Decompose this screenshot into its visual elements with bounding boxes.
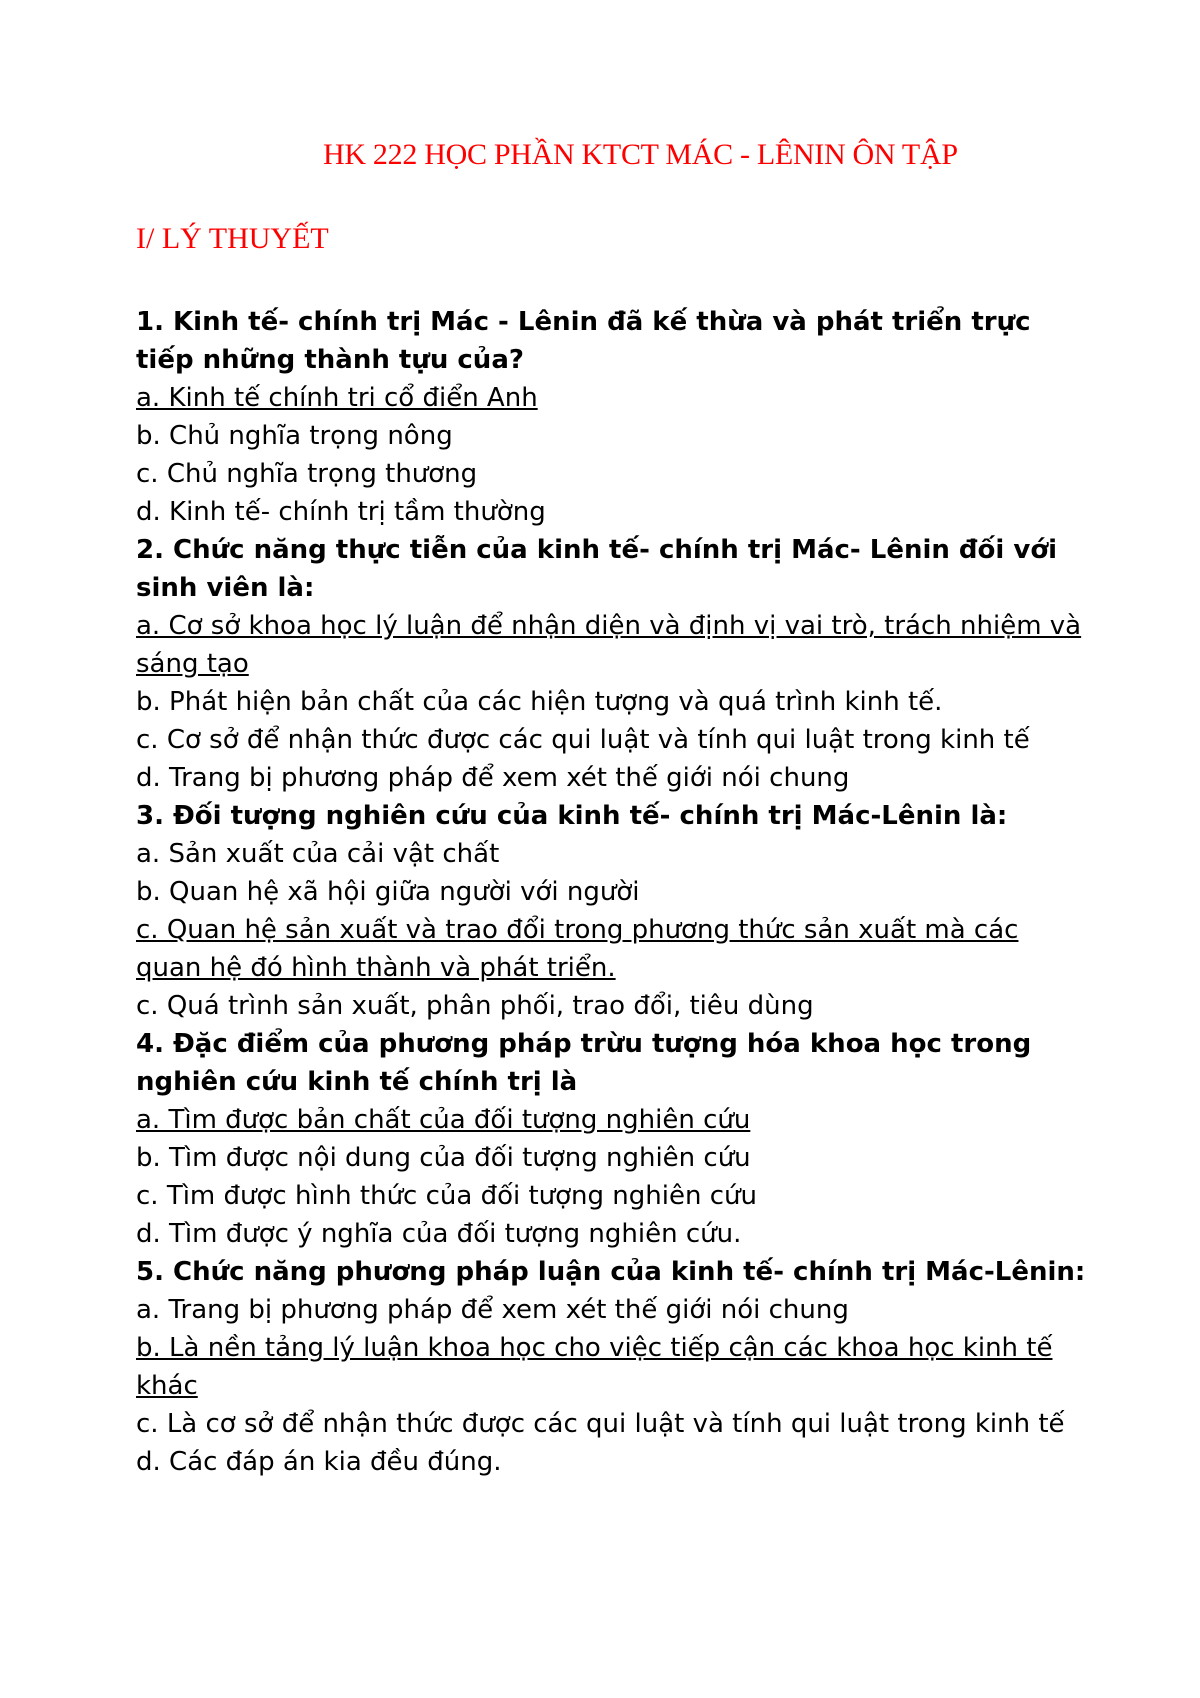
option-3b: b. Quan hệ xã hội giữa người với người [136,877,640,907]
option-1d: d. Kinh tế- chính trị tầm thường [136,497,546,527]
option-1c: c. Chủ nghĩa trọng thương [136,459,478,489]
option-3a: a. Sản xuất của cải vật chất [136,839,500,869]
question-2: 2. Chức năng thực tiễn của kinh tế- chính trị Mác- Lênin đối với sinh viên là: [136,535,1058,603]
option-4b: b. Tìm được nội dung của đối tượng nghiên cứu [136,1143,751,1173]
option-2c: c. Cơ sở để nhận thức được các qui luật và tính qui luật trong kinh tế [136,725,1030,755]
question-4: 4. Đặc điểm của phương pháp trừu tượng hóa khoa học trong nghiên cứu kinh tế chính trị là [136,1029,1032,1097]
option-2a-correct: a. Cơ sở khoa học lý luận để nhận diện và định vị vai trò, trách nhiệm và sáng tạo [136,611,1082,679]
question-5: 5. Chức năng phương pháp luận của kinh tế- chính trị Mác-Lênin: [136,1257,1086,1287]
option-5a: a. Trang bị phương pháp để xem xét thế giới nói chung [136,1295,849,1325]
option-5c: c. Là cơ sở để nhận thức được các qui luật và tính qui luật trong kinh tế [136,1409,1065,1439]
option-1b: b. Chủ nghĩa trọng nông [136,421,453,451]
option-5b-correct: b. Là nền tảng lý luận khoa học cho việc tiếp cận các khoa học kinh tế khác [136,1333,1053,1401]
option-4a-correct: a. Tìm được bản chất của đối tượng nghiên cứu [136,1105,751,1135]
question-list [136,303,1086,1481]
section-heading: I/ LÝ THUYẾT [136,222,329,255]
option-3d: c. Quá trình sản xuất, phân phối, trao đổi, tiêu dùng [136,991,814,1021]
option-2d: d. Trang bị phương pháp để xem xét thế giới nói chung [136,763,850,793]
option-3c-correct: c. Quan hệ sản xuất và trao đổi trong phương thức sản xuất mà các quan hệ đó hình thành và phát triển. [136,915,1019,983]
option-4c: c. Tìm được hình thức của đối tượng nghiên cứu [136,1181,757,1211]
option-4d: d. Tìm được ý nghĩa của đối tượng nghiên cứu. [136,1219,742,1249]
question-3: 3. Đối tượng nghiên cứu của kinh tế- chính trị Mác-Lênin là: [136,801,1008,831]
option-2b: b. Phát hiện bản chất của các hiện tượng và quá trình kinh tế. [136,687,943,717]
document-title: HK 222 HỌC PHẦN KTCT MÁC - LÊNIN ÔN TẬP [323,138,958,171]
option-5d: d. Các đáp án kia đều đúng. [136,1447,502,1477]
option-1a-correct: a. Kinh tế chính tri cổ điển Anh [136,383,538,413]
question-1: 1. Kinh tế- chính trị Mác - Lênin đã kế thừa và phát triển trực tiếp những thành tựu của? [136,307,1031,375]
